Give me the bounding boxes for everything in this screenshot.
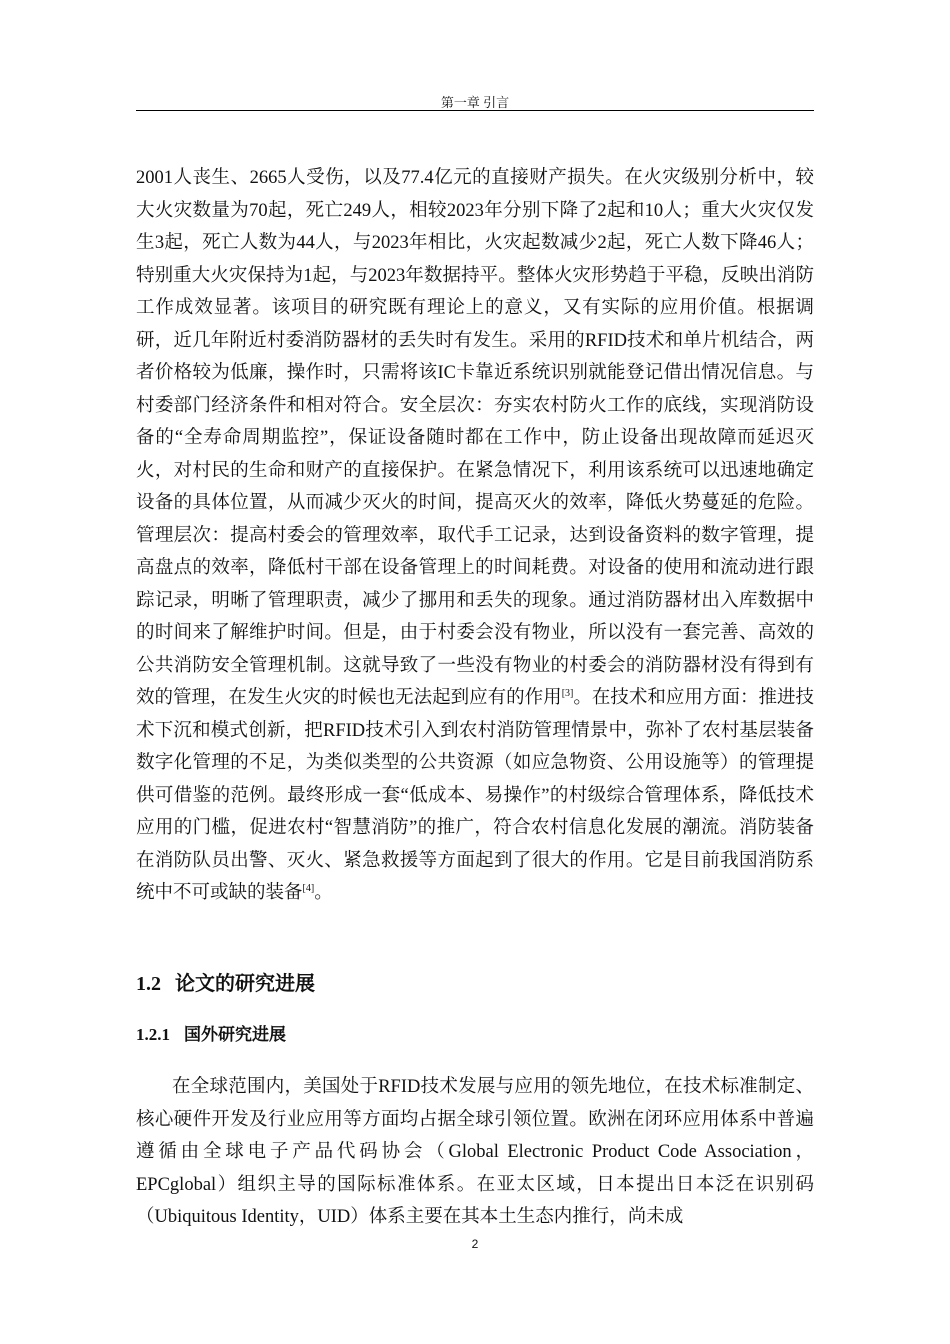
body-paragraph-foreign-research: 在全球范围内，美国处于RFID技术发展与应用的领先地位，在技术标准制定、核心硬件开发及行业应用等方面均占据全球引领位置。欧洲在闭环应用体系中普遍遵循由全球电子产品代码协会（Global Electronic Product Code Association，EPCglobal）组织主导的国际标准体系。在亚太区域，日本提出日本泛在识别码（Ubiquitous Identity，UID）体系主要在其本土生态内推行，尚未成 (136, 1077, 814, 1227)
subsection-heading (136, 1020, 286, 1045)
page-number: 2 (471, 1237, 479, 1251)
section-number: 1.2 (136, 973, 161, 995)
section-heading (136, 967, 315, 996)
citation-ref: [3] (561, 687, 574, 699)
running-header-title: 第一章 引言 (440, 95, 510, 110)
header-rule (136, 110, 814, 111)
paragraph-text: 2001人丧生、2665人受伤，以及77.4亿元的直接财产损失。在火灾级别分析中，较大火灾数量为70起，死亡249人，相较2023年分别下降了2起和10人；重大火灾仅发生3起，死亡人数为44人，与2023年相比，火灾起数减少2起，死亡人数下降46人；特别重大火灾保持为1起，与2023年数据持平。整体火灾形势趋于平稳，反映出消防工作成效显著。该项目的研究既有理论上的意义，又有实际的应用价值。根据调研，近几年附近村委消防器材的丢失时有发生。采用的RFID技术和单片机结合，两者价格较为低廉，操作时，只需将该IC卡靠近系统识别就能登记借出情况信息。与村委部门经济条件和相对符合。安全层次：夯实农村防火工作的底线，实现消防设备的“全寿命周期监控”，保证设备随时都在工作中，防止设备出现故障而延迟灭火，对村民的生命和财产的直接保护。在紧急情况下，利用该系统可以迅速地确定设备的具体位置，从而减少灭火的时间，提高灭火的效率，降低火势蔓延的危险。管理层次：提高村委会的管理效率，取代手工记录，达到设备资料的数字管理，提高盘点的效率，降低村干部在设备管理上的时间耗费。对设备的使用和流动进行跟踪记录，明晰了管理职责，减少了挪用和丢失的现象。通过消防器材出入库数据中的时间来了解维护时间。但是，由于村委会没有物业，所以没有一套完善、高效的公共消防安全管理机制。这就导致了一些没有物业的村委会的消防器材没有得到有效的管理，在发生火灾的时候也无法起到应有的作用 (136, 168, 814, 708)
body-paragraph (136, 162, 814, 910)
paragraph-text: 。在技术和应用方面：推进技术下沉和模式创新，把RFID技术引入到农村消防管理情景中，弥补了农村基层装备数字化管理的不足，为类似类型的公共资源（如应急物资、公用设施等）的管理提供可借鉴的范例。最终形成一套“低成本、易操作”的村级综合管理体系，降低技术应用的门槛，促进农村“智慧消防”的推广，符合农村信息化发展的潮流。消防装备在消防队员出警、灭火、紧急救援等方面起到了很大的作用。它是目前我国消防系统中不可或缺的装备 (136, 688, 814, 903)
subsection-number: 1.2.1 (136, 1025, 170, 1044)
subsection-title: 国外研究进展 (184, 1025, 286, 1044)
citation-ref: [4] (302, 882, 315, 894)
paragraph-text: 。 (314, 883, 333, 903)
section-title: 论文的研究进展 (175, 973, 315, 995)
